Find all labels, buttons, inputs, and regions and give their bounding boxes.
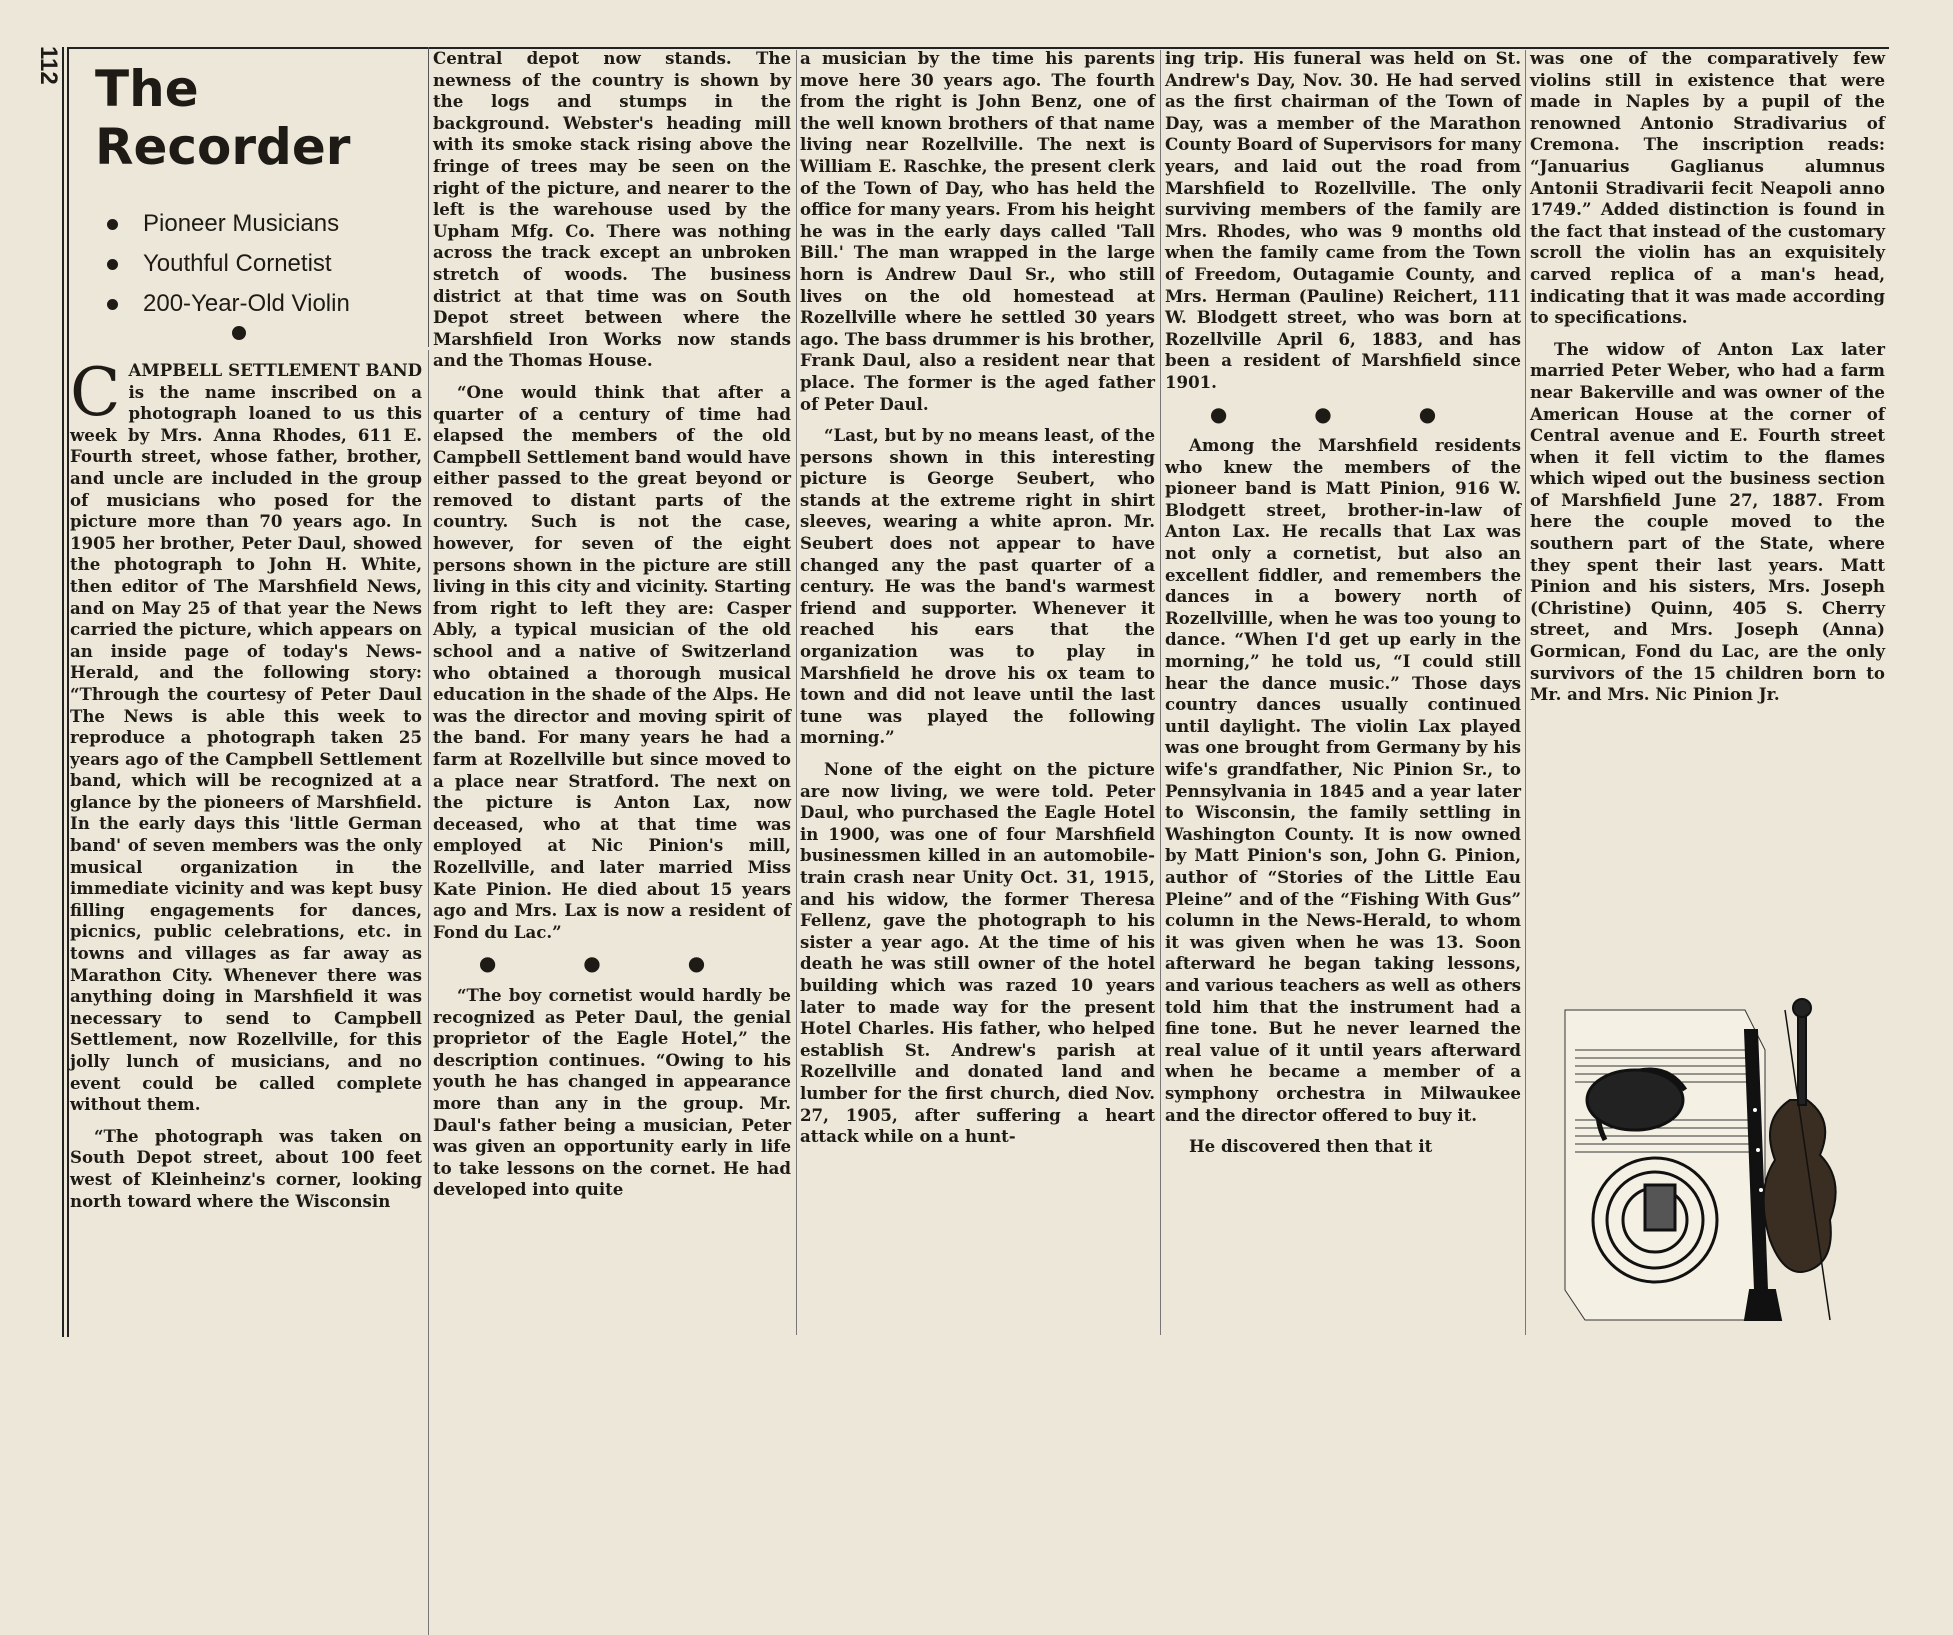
bullet-icon bbox=[107, 219, 118, 230]
column-divider bbox=[1525, 50, 1526, 1335]
title-line-2: Recorder bbox=[95, 118, 351, 176]
article-paragraph: The widow of Anton Lax later married Peter Weber, who had a farm near Bakerville and was owner of the American House at the corner of Central avenue and E. Fourth street when it fell victim to the flames which wiped out the business section of Marshfield June 27, 1887. From here the couple moved to the southern part of the State, where they spent their last years. Matt Pinion and his sisters, Mrs. Joseph (Christine) Quinn, 405 S. Cherry street, and Mrs. Joseph (Anna) Gormican, Fond du Lac, are the only survivors of the 15 children born to Mr. and Mrs. Nic Pinion Jr. bbox=[1530, 338, 1885, 705]
topic-label: Pioneer Musicians bbox=[143, 210, 340, 237]
paragraph-text: AMPBELL SETTLEMENT BAND is the name inscribed on a photograph loaned to us this week by Mrs. Anna Rhodes, 611 E. Fourth street, whose father, brother, and uncle are included in the group of musicians who posed for the picture more than 70 years ago. In 1905 her brother, Peter Daul, showed the photograph to John H. White, then editor of The Marshfield News, and on May 25 of that year the News carried the picture, which appears on an inside page of today's News-Herald, and the following story: “Through the courtesy of Peter Daul The News is able this week to reproduce a photograph taken 25 years ago of the Campbell Settlement band, which will be recognized at a glance by the pioneers of Marshfield. In the early days this 'little German band' of seven members was the only musical organization in the immediate vicinity and was kept busy filling engagements for dances, picnics, public celebrations, etc. in towns and villages as far away as Marathon City. Whenever there was anything doing in Marshfield it was necessary to send to Campbell Settlement, now Rozellville, for this jolly lunch of musicians, and no event could be called complete without them. bbox=[70, 360, 422, 1115]
title-line-1: The bbox=[95, 60, 199, 118]
bullet-dot-icon bbox=[232, 326, 246, 340]
left-rule bbox=[62, 47, 64, 1337]
article-column-2 bbox=[433, 48, 791, 1211]
topic-item bbox=[107, 204, 425, 244]
article-paragraph: He discovered then that it bbox=[1189, 1136, 1433, 1157]
column-divider bbox=[796, 50, 797, 1335]
topic-item bbox=[107, 244, 425, 284]
header-border bbox=[428, 47, 429, 347]
topic-label: 200-Year-Old Violin bbox=[143, 290, 350, 317]
article-paragraph: “One would think that after a quarter of a century of time had elapsed the members of the old Campbell Settlement band would have either passed to the great beyond or removed to distant parts of the country. Such is not the case, however, for seven of the eight persons shown in the picture are still living in this city and vicinity. Starting from right to left they are: Casper Ably, a typical musician of the old school and a native of Switzerland who obtained a thorough musical education in the shade of the Alps. He was the director and moving spirit of the band. For many years he had a farm at Rozellville but since moved to a place near Stratford. The next on the picture is Anton Lax, now deceased, who at that time was employed at Nic Pinion's mill, Rozellville, and later married Miss Kate Pinion. He died about 15 years ago and Mrs. Lax is now a resident of Fond du Lac.” bbox=[433, 381, 791, 942]
topic-item bbox=[107, 284, 425, 324]
article-paragraph: None of the eight on the picture are now living, we were told. Peter Daul, who purchased the Eagle Hotel in 1900, was one of four Marshfield businessmen killed in an automobile-train crash near Unity Oct. 31, 1915, and his widow, the former Theresa Fellenz, gave the photograph to his sister a year ago. At the time of his death he was still owner of the hotel building which was razed 10 years later to made way for the present Hotel Charles. His father, who helped establish St. Andrew's parish at Rozellville and donated land and lumber for the first church, died Nov. 27, 1905, after suffering a heart attack while on a hunt- bbox=[800, 759, 1155, 1147]
separator-dots: ● ● ● bbox=[478, 951, 746, 976]
topic-label: Youthful Cornetist bbox=[143, 250, 332, 277]
article-paragraph: was one of the comparatively few violins still in existence that were made in Naples by a pupil of the renowned Antonio Stradivarius of Cremona. The inscription reads: “Januarius Gaglianus alumnus Antonii Stradivarii fecit Neapoli anno 1749.” Added distinction is found in the fact that instead of the customary scroll the violin has an exquisitely carved replica of a man's head, indicating that it was made according to specifications. bbox=[1530, 48, 1885, 328]
article-paragraph: “Last, but by no means least, of the persons shown in this interesting picture is George Seubert, who stands at the extreme right in shirt sleeves, wearing a white apron. Mr. Seubert does not appear to have changed any the past quarter of a century. He was the band's warmest friend and supporter. Whenever it reached his ears that the organization was to play in Marshfield he drove his ox team to town and did not leave until the last tune was played the following morning.” bbox=[800, 425, 1155, 748]
column-title bbox=[95, 60, 425, 176]
article-paragraph bbox=[70, 354, 422, 1116]
article-paragraph: Central depot now stands. The newness of the country is shown by the logs and stumps in the background. Webster's heading mill with its smoke stack rising above the fringe of trees may be seen on the right of the picture, and nearer to the left is the warehouse used by the Upham Mfg. Co. There was nothing across the track except an unbroken stretch of woods. The business district at that time was on South Depot street between where the Marshfield Iron Works now stands and the Thomas House. bbox=[433, 48, 791, 371]
article-paragraph: Among the Marshfield residents who knew the members of the pioneer band is Matt Pinion, 916 W. Blodgett street, brother-in-law of Anton Lax. He recalls that Lax was not only a cornetist, but also an excellent fiddler, and remembers the dances in a bowery north of Rozellvillle, when he was too young to dance. “When I'd get up early in the morning,” he told us, “I could still hear the dance music.” Those days country dances usually continued until daylight. The violin Lax played was one brought from Germany by his wife's grandfather, Nic Pinion Sr., to Pennsylvania in 1845 and a year later to Wisconsin, the family settling in Washington County. It is now owned by Matt Pinion's son, John G. Pinion, author of “Stories of the Little Eau Pleine” and of the “Fishing With Gus” column in the News-Herald, to whom it was given when he was 13. Soon afterward he began taking lessons, and various teachers as well as others told him that the instrument had a fine tone. But he never learned the real value of it until years afterward when he became a member of a symphony orchestra in Milwaukee and the director offered to buy it. bbox=[1165, 435, 1521, 1125]
bullet-icon bbox=[107, 259, 118, 270]
column-header bbox=[95, 60, 425, 405]
left-rule-inner bbox=[67, 47, 69, 1337]
article-paragraph: “The boy cornetist would hardly be recognized as Peter Daul, the genial proprietor of the Eagle Hotel,” the description continues. “Owing to his youth he has changed in appearance more than any in the group. Mr. Daul's father being a musician, Peter was given an opportunity early in life to take lessons on the cornet. He had developed into quite bbox=[433, 984, 791, 1200]
column-divider bbox=[428, 350, 429, 1635]
article-column-3 bbox=[800, 48, 1155, 1158]
separator-dots: ● ● ● bbox=[1209, 401, 1477, 426]
column-divider bbox=[1160, 50, 1161, 1335]
page-number: 112 bbox=[35, 46, 62, 85]
article-column-1 bbox=[70, 354, 422, 1222]
drop-cap: C bbox=[70, 354, 121, 431]
instruments-svg bbox=[1545, 990, 1875, 1335]
bullet-icon bbox=[107, 299, 118, 310]
article-paragraph: ing trip. His funeral was held on St. Andrew's Day, Nov. 30. He had served as the first chairman of the Town of Day, was a member of the Marathon County Board of Supervisors for many years, and laid out the road from Marshfield to Rozellville. The only surviving members of the family are Mrs. Rhodes, who was 9 months old when the family came from the Town of Freedom, Outagamie County, and Mrs. Herman (Pauline) Reichert, 111 W. Blodgett street, who was born at Rozellville April 6, 1883, and has been a resident of Marshfield since 1901. bbox=[1165, 48, 1521, 392]
topic-list bbox=[107, 204, 425, 324]
article-column-5 bbox=[1530, 48, 1885, 716]
article-paragraph: “The photograph was taken on South Depot street, about 100 feet west of Kleinheinz's corner, looking north toward where the Wisconsin bbox=[70, 1125, 422, 1211]
article-paragraph: a musician by the time his parents move here 30 years ago. The fourth from the right is John Benz, one of the well known brothers of that name living near Rozellville. The next is William E. Raschke, the present clerk of the Town of Day, who has held the office for many years. From his height he was in the early days called 'Tall Bill.' The man wrapped in the large horn is Andrew Daul Sr., who still lives on the old homestead at Rozellville where he settled 30 years ago. The bass drummer is his brother, Frank Daul, also a resident near that place. The former is the aged father of Peter Daul. bbox=[800, 48, 1155, 414]
musical-instruments-illustration-icon bbox=[1545, 990, 1875, 1335]
article-column-4 bbox=[1165, 48, 1521, 1168]
